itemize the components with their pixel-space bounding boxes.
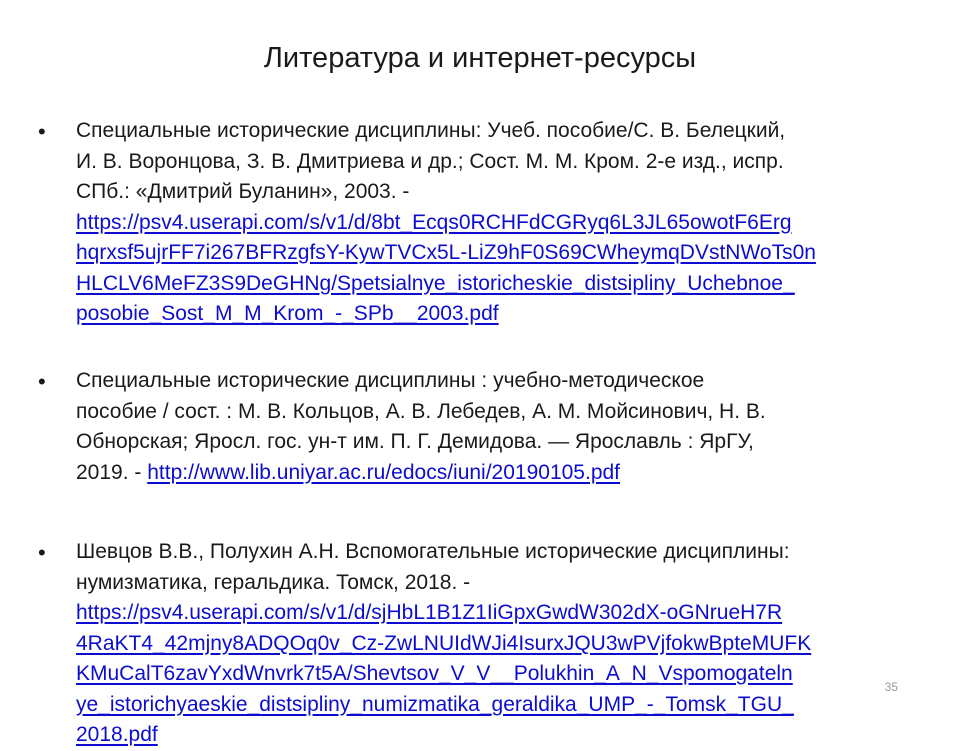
reference-link-line[interactable]: hqrxsf5ujrFF7i267BFRzgfsY-KywTVCx5L-LiZ9hF0S69CWheymqDVstNWoTs0n	[76, 241, 816, 264]
slide-title: Литература и интернет-ресурсы	[263, 42, 697, 74]
reference-link-line[interactable]: 2018.pdf	[76, 723, 158, 746]
reference-text	[76, 366, 906, 488]
reference-text-line: Шевцов В.В., Полухин А.Н. Вспомогательные исторические дисциплины:	[76, 540, 790, 563]
reference-link[interactable]: http://www.lib.uniyar.ac.ru/edocs/iuni/20190105.pdf	[147, 460, 621, 484]
reference-link-line[interactable]: posobie_Sost_M_M_Krom_-_SPb__2003.pdf	[76, 302, 499, 325]
reference-text-line: Обнорская; Яросл. гос. ун-т им. П. Г. Демидова. — Ярославль : ЯрГУ,	[76, 430, 754, 453]
reference-link-line[interactable]: ye_istorichyaeskie_distsipliny_numizmatika_geraldika_UMP_-_Tomsk_TGU_	[76, 692, 794, 716]
reference-link-line[interactable]: 4RaKT4_42mjny8ADQOq0v_Cz-ZwLNUIdWJi4IsurxJQU3wPVjfokwBpteMUFK	[76, 631, 812, 655]
reference-link-line[interactable]: https://psv4.userapi.com/s/v1/d/8bt_Ecqs0RCHFdCGRyq6L3JL65owotF6Erg	[76, 210, 792, 234]
reference-year-prefix: 2019. -	[76, 460, 148, 484]
reference-link-line[interactable]: HLCLV6MeFZ3S9DeGHNg/Spetsialnye_istoricheskie_distsipliny_Uchebnoe_	[76, 271, 795, 295]
reference-text	[76, 116, 906, 330]
bullet-icon: •	[38, 119, 46, 144]
reference-text-line: нумизматика, геральдика. Томск, 2018. -	[76, 570, 471, 594]
reference-text-line	[76, 458, 906, 489]
reference-text-line: Специальные исторические дисциплины: Учеб. пособие/С. В. Белецкий,	[76, 119, 786, 142]
reference-text-line: И. В. Воронцова, З. В. Дмитриева и др.; Сост. М. М. Кром. 2-е изд., испр.	[76, 149, 784, 173]
bullet-icon: •	[38, 540, 46, 565]
slide-number: 35	[884, 680, 898, 694]
reference-text-line: пособие / сост. : М. В. Кольцов, А. В. Лебедев, А. М. Мойсинович, Н. В.	[76, 399, 766, 423]
reference-text-line: СПб.: «Дмитрий Буланин», 2003. -	[76, 180, 410, 203]
reference-link-line[interactable]: KMuCalT6zavYxdWnvrk7t5A/Shevtsov_V_V__Polukhin_A_N_Vspomogateln	[76, 662, 793, 685]
reference-text-line: Специальные исторические дисциплины : учебно-методическое	[76, 369, 705, 392]
reference-link-line[interactable]: https://psv4.userapi.com/s/v1/d/sjHbL1B1Z1IiGpxGwdW302dX-oGNrueH7R	[76, 601, 783, 624]
reference-text	[76, 537, 906, 751]
bullet-icon: •	[38, 369, 46, 394]
